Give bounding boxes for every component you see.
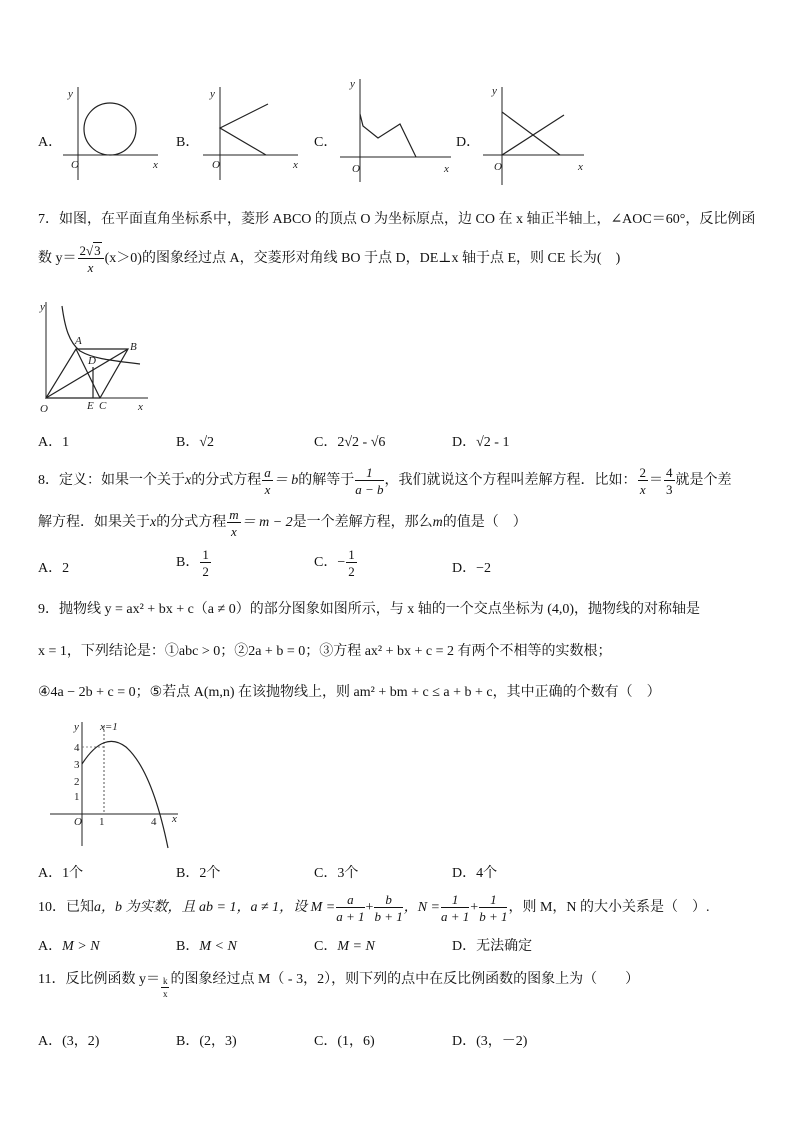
q11-line: 11．反比例函数 y＝ $\frac{k}{x}$ 的图象经过点 M（ - 3，2），则下列的点中在反比例函数的图象上为（ ） xyxy=(38,972,640,999)
q7-a-label: A xyxy=(75,335,82,347)
q11-option-c[interactable]: C．(1，6) xyxy=(314,1034,375,1049)
q6a-o-label: O xyxy=(71,159,79,171)
q6c-y-label: y xyxy=(350,78,355,90)
q6b-x-label: x xyxy=(293,159,298,171)
q7-option-b[interactable]: B．√2 xyxy=(176,435,215,450)
q10-line: 10．已知a，b 为实数，且 ab = 1，a ≠ 1，设 M = $\frac{a}{a + 1}$ + $\frac{b}{b + 1}$ ，N = $\frac{1}{a + 1}$ + $\frac{1}{b + 1}$ ，则 M，N 的大小关系是（ ）. xyxy=(38,892,710,924)
q7-line1: 7．如图，在平面直角坐标系中，菱形 ABCO 的顶点 O 为坐标原点，边 CO 在 x 轴正半轴上，∠AOC＝60°，反比例函 xyxy=(38,212,756,227)
q9-ytick-2: 2 xyxy=(74,776,80,788)
q7-option-a[interactable]: A．1 xyxy=(38,435,70,450)
q9-line2: x = 1，下列结论是：①abc > 0；②2a + b = 0；③方程 ax² + bx + c = 2 有两个不相等的实数根； xyxy=(38,644,612,659)
q9-option-c[interactable]: C．3个 xyxy=(314,866,359,881)
q9-option-b[interactable]: B．2个 xyxy=(176,866,221,881)
q8-option-a[interactable]: A．2 xyxy=(38,561,70,576)
q6a-y-label: y xyxy=(68,88,73,100)
q6d-y-label: y xyxy=(492,85,497,97)
q7-y-label: y xyxy=(40,301,45,313)
q6-option-a-label: A． xyxy=(38,135,63,150)
q10-option-a[interactable]: A．M > N xyxy=(38,939,100,954)
q11-option-b[interactable]: B．(2，3) xyxy=(176,1034,237,1049)
q6-option-c-graph xyxy=(336,74,456,184)
q9-option-d[interactable]: D．4个 xyxy=(452,866,498,881)
q6c-x-label: x xyxy=(444,163,449,175)
q7-b-label: B xyxy=(130,341,137,353)
q9-axis-label: x=1 xyxy=(100,721,118,733)
q7-line2: 数 y＝ $\frac{2√3}{x}$ (x＞0)的图象经过点 A，交菱形对角线 BO 于点 D，DE⊥x 轴于点 E，则 CE 长为( ) xyxy=(38,243,621,275)
q7-x-label: x xyxy=(138,401,143,413)
q9-x-label: x xyxy=(172,813,177,825)
q6-option-b-graph xyxy=(198,82,308,182)
q8-line2: 解方程．如果关于x的分式方程 $\frac{m}{x}$ ＝ m − 2是一个差解方程，那么m的值是（ ） xyxy=(38,507,527,539)
q7-d-label: D xyxy=(88,355,96,367)
q6-option-d-label: D． xyxy=(456,135,481,150)
q6c-o-label: O xyxy=(352,163,360,175)
q8-option-b[interactable]: B． $\frac{1}{2}$ xyxy=(176,547,209,579)
q7-frac-num: 2√3 xyxy=(78,244,104,259)
q7-option-c[interactable]: C．2√2 - √6 xyxy=(314,435,386,450)
q6b-o-label: O xyxy=(212,159,220,171)
q6a-x-label: x xyxy=(153,159,158,171)
q9-line3: ④4a − 2b + c = 0；⑤若点 A(m,n) 在该抛物线上，则 am² + bm + c ≤ a + b + c，其中正确的个数有（ ） xyxy=(38,685,661,700)
q8-option-c[interactable]: C．− $\frac{1}{2}$ xyxy=(314,547,355,579)
q7-figure xyxy=(36,298,156,416)
q11-option-d[interactable]: D．(3，－2) xyxy=(452,1034,528,1049)
q8-option-d[interactable]: D．−2 xyxy=(452,561,492,576)
q6d-x-label: x xyxy=(578,161,583,173)
q8-line1: 8．定义：如果一个关于x的分式方程 $\frac{a}{x}$ ＝ b的解等于 $\frac{1}{a - b}$ ，我们就说这个方程叫差解方程．比如： $\frac{2}{x}$ ＝ $\frac{4}{3}$ 就是个差 xyxy=(38,465,732,497)
q9-o-label: O xyxy=(74,816,82,828)
q7-c-label: C xyxy=(99,400,107,412)
q6-option-b-label: B． xyxy=(176,135,200,150)
q6d-o-label: O xyxy=(494,161,502,173)
q6-option-c-label: C． xyxy=(314,135,338,150)
q9-ytick-1: 1 xyxy=(74,791,80,803)
q10-option-d[interactable]: D．无法确定 xyxy=(452,939,533,954)
q9-option-a[interactable]: A．1个 xyxy=(38,866,84,881)
q9-y-label: y xyxy=(74,721,79,733)
q7-option-d[interactable]: D．√2 - 1 xyxy=(452,435,510,450)
q6-option-d-graph xyxy=(480,82,590,187)
q9-ytick-4: 4 xyxy=(74,742,80,754)
q9-xtick-1: 1 xyxy=(99,816,105,828)
q6-option-a-graph xyxy=(58,82,168,182)
q9-graph xyxy=(48,718,188,850)
q9-ytick-3: 3 xyxy=(74,759,80,771)
q10-option-c[interactable]: C．M = N xyxy=(314,939,375,954)
q10-option-b[interactable]: B．M < N xyxy=(176,939,237,954)
q9-xtick-4: 4 xyxy=(151,816,157,828)
q7-o-label: O xyxy=(40,403,48,415)
q7-e-label: E xyxy=(87,400,94,412)
q6b-y-label: y xyxy=(210,88,215,100)
q11-option-a[interactable]: A．(3，2) xyxy=(38,1034,100,1049)
q9-line1: 9．抛物线 y = ax² + bx + c（a ≠ 0）的部分图象如图所示，与 x 轴的一个交点坐标为 (4,0)，抛物线的对称轴是 xyxy=(38,602,701,617)
